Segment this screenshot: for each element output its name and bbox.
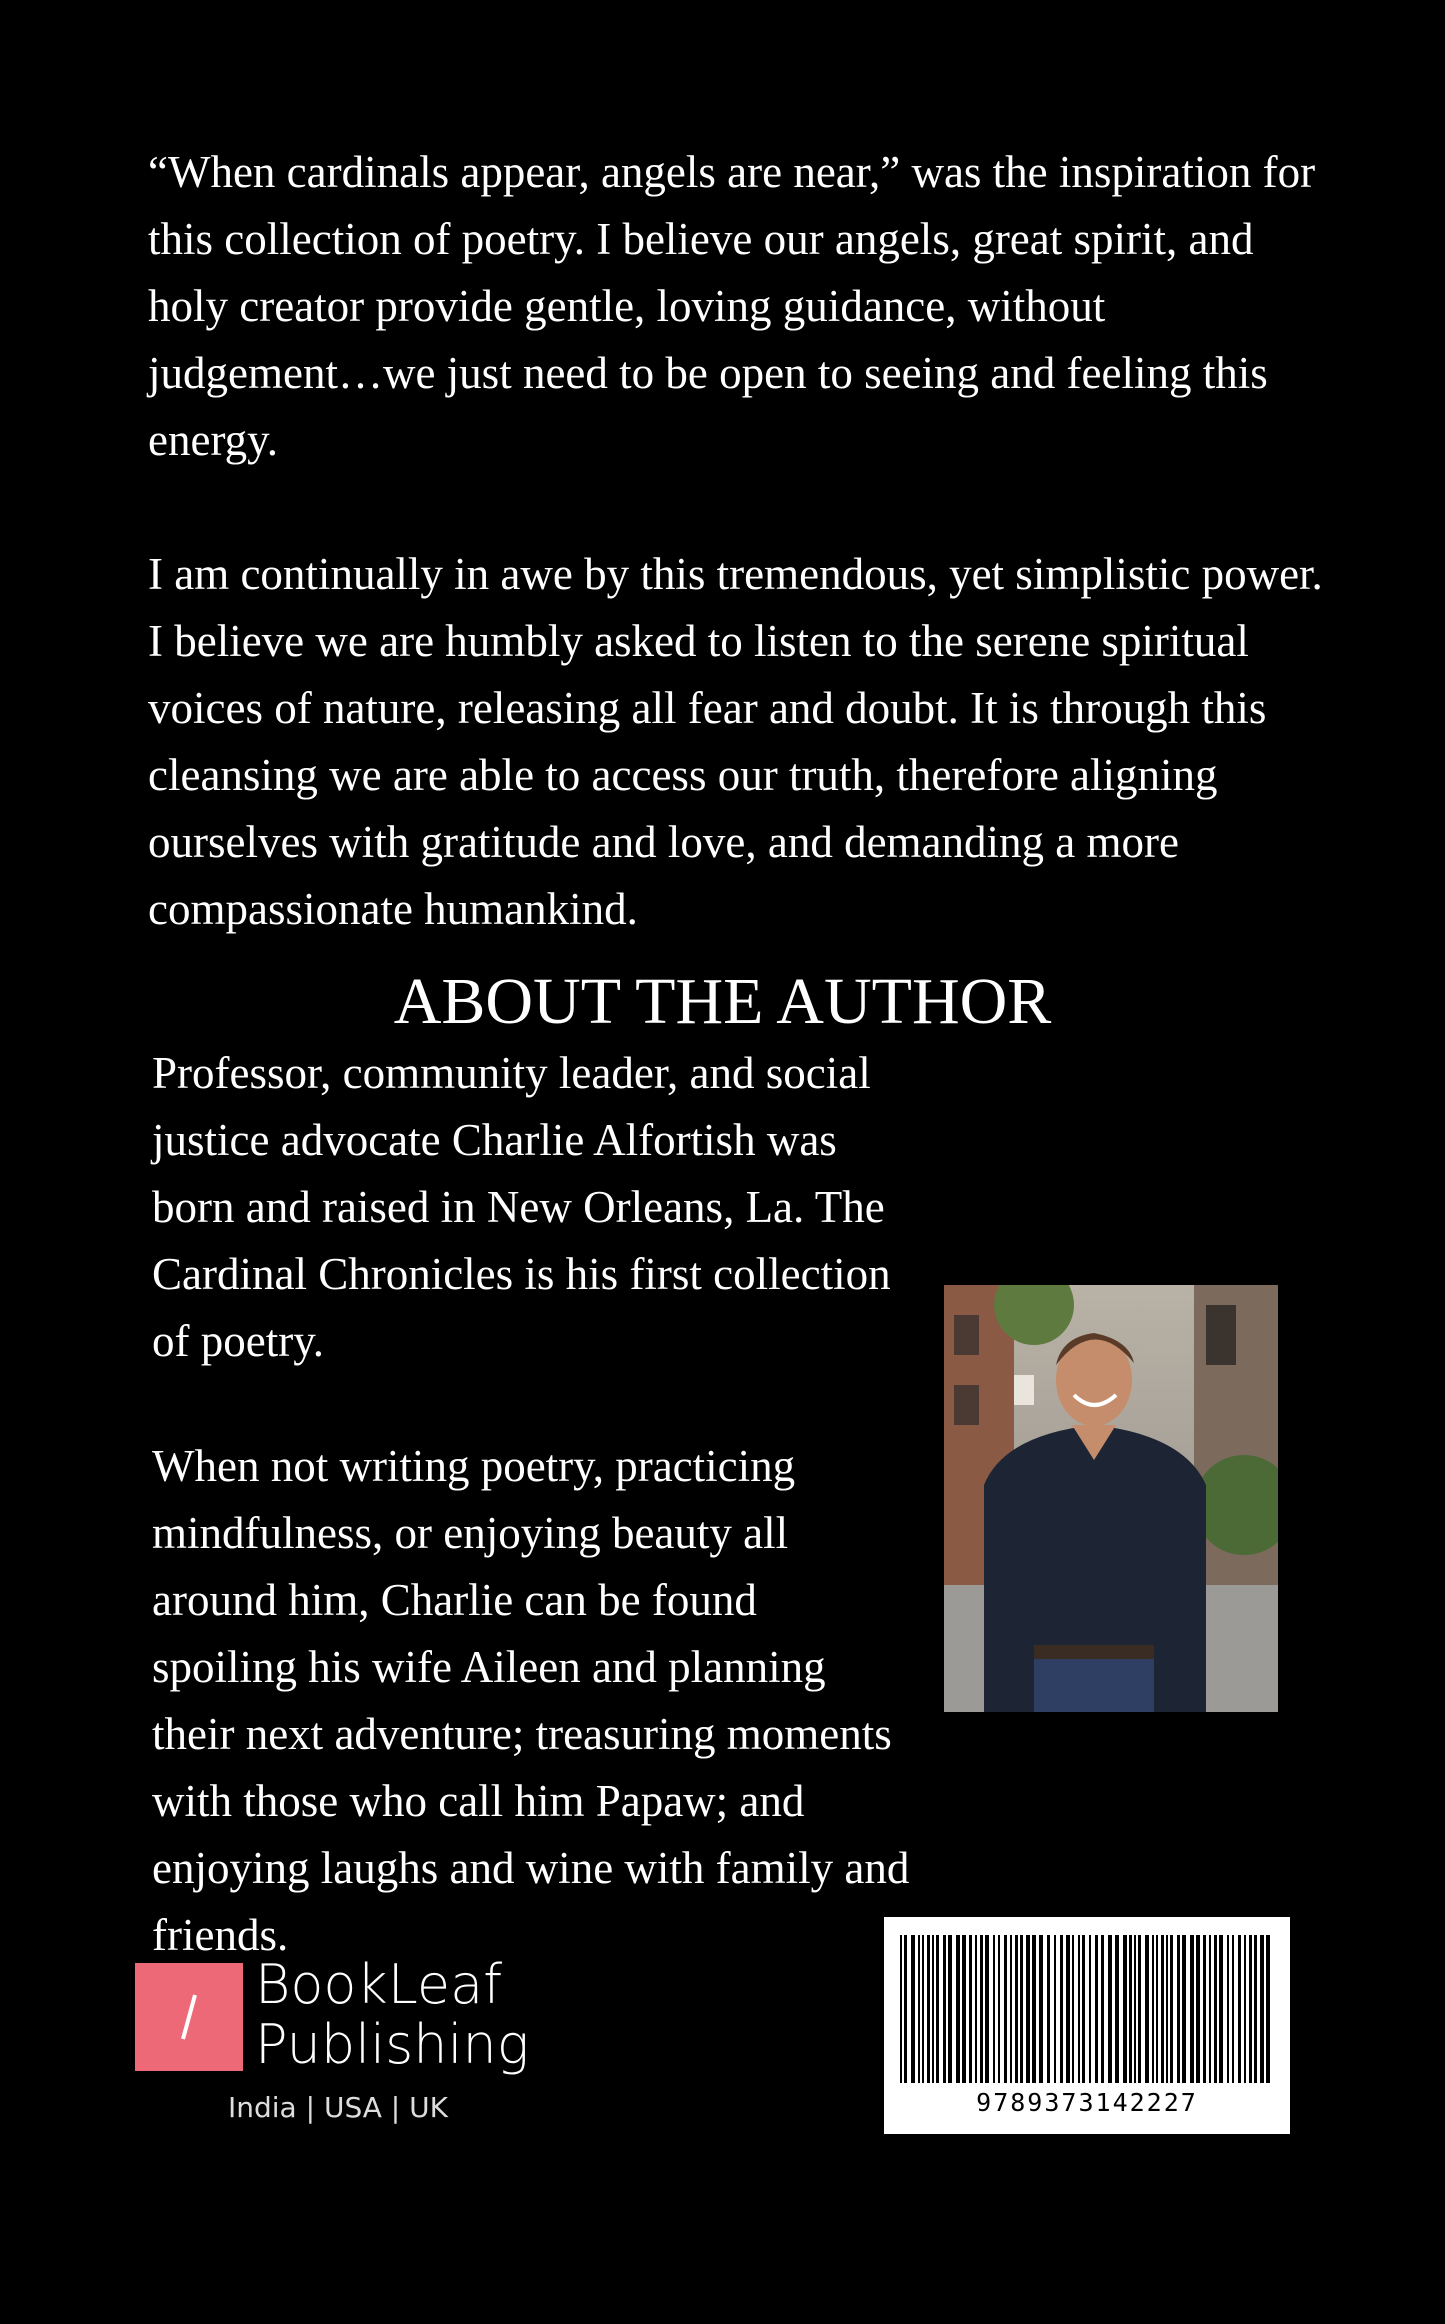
author-bio-paragraph-2: When not writing poetry, practicing mindfulness, or enjoying beauty all around him, Charlie can be found spoiling his wife Aileen and planning their next adventure; treasuring moments with those who call him Papaw; and enjoying laughs and wine with family and friends. [152,1441,910,1960]
barcode-bar [956,1935,960,2083]
barcode-bar [1244,1935,1246,2083]
barcode-bar [927,1935,930,2083]
barcode-bar [1039,1935,1043,2083]
barcode-bar [1089,1935,1091,2083]
barcode-bar [1032,1935,1036,2083]
barcode-bar [1108,1935,1112,2083]
barcode-bars [900,1935,1274,2083]
author-photo [944,1285,1278,1712]
barcode-bar [1020,1935,1023,2083]
barcode-bar [1232,1935,1234,2083]
barcode-bar [1145,1935,1149,2083]
barcode-bar [943,1935,946,2083]
publisher-regions: India | USA | UK [228,2091,448,2124]
barcode-bar [1072,1935,1074,2083]
isbn-number: 9789373142227 [976,2088,1198,2117]
barcode-bar [1129,1935,1132,2083]
barcode-bar [922,1935,924,2083]
bookleaf-logo-icon [135,1963,243,2071]
barcode-bar [1260,1935,1264,2083]
barcode-bar [911,1935,915,2083]
barcode-bar [1047,1935,1050,2083]
barcode-bar [1238,1935,1241,2083]
intro-paragraph-2: I am continually in awe by this tremendous, yet simplistic power. I believe we are humbly asked to listen to the serene spiritual voices of nature, releasing all fear and doubt. It is through this cleansing we are able to access our truth, therefore aligning ourselves with gratitude and love, and demanding a more compassionate humankind. [148,549,1323,934]
barcode-bar [1196,1935,1200,2083]
barcode-bar [980,1935,983,2083]
barcode-bar [1015,1935,1018,2083]
barcode-bar [1170,1935,1173,2083]
barcode-bar [948,1935,952,2083]
barcode-bar [904,1935,907,2083]
barcode-bar [1182,1935,1186,2083]
barcode-bar [969,1935,972,2083]
barcode-bar [985,1935,989,2083]
barcode-bar [1095,1935,1098,2083]
barcode-bar [1227,1935,1229,2083]
barcode-bar [962,1935,966,2083]
publisher-name-line-1: BookLeaf [255,1953,503,2016]
barcode-bar [1152,1935,1154,2083]
barcode-bar [998,1935,1000,2083]
barcode-bar [1078,1935,1080,2083]
barcode-bar [1203,1935,1206,2083]
barcode-bar [1161,1935,1164,2083]
barcode-bar [1249,1935,1252,2083]
barcode-bar [1115,1935,1119,2083]
barcode-bar [1134,1935,1136,2083]
barcode-bar [1004,1935,1007,2083]
barcode-bar [975,1935,977,2083]
barcode-bar [993,1935,995,2083]
barcode-bar [1101,1935,1104,2083]
about-author-heading: ABOUT THE AUTHOR [393,965,1052,1038]
barcode-bar [1254,1935,1257,2083]
publisher-name-line-2: Publishing [255,2013,530,2076]
barcode-bar [1082,1935,1085,2083]
barcode-bar [1138,1935,1141,2083]
barcode-bar [1060,1935,1063,2083]
barcode-bar [1209,1935,1211,2083]
barcode-bar [936,1935,939,2083]
barcode-bar [1166,1935,1168,2083]
barcode-bar [918,1935,920,2083]
intro-paragraph-1: “When cardinals appear, angels are near,” was the inspiration for this collection of poetry. I believe our angels, great spirit, and holy creator provide gentle, loving guidance, without judgement…we just need to be open to seeing and feeling this energy. [148,147,1316,465]
barcode-bar [1214,1935,1217,2083]
barcode-bar [1123,1935,1127,2083]
barcode-bar [932,1935,934,2083]
barcode-bar [1066,1935,1070,2083]
barcode-bar [1177,1935,1180,2083]
barcode-bar [1219,1935,1223,2083]
author-bio-paragraph-1: Professor, community leader, and social justice advocate Charlie Alfortish was born and raised in New Orleans, La. The Cardinal Chronicles is his first collection of poetry. [152,1048,891,1366]
barcode-bar [1010,1935,1012,2083]
barcode-bar [900,1935,902,2083]
barcode-bar [1026,1935,1030,2083]
isbn-barcode [884,1917,1290,2134]
barcode-bar [1156,1935,1158,2083]
barcode-bar [1190,1935,1194,2083]
barcode-bar [1266,1935,1270,2083]
barcode-bar [1054,1935,1056,2083]
